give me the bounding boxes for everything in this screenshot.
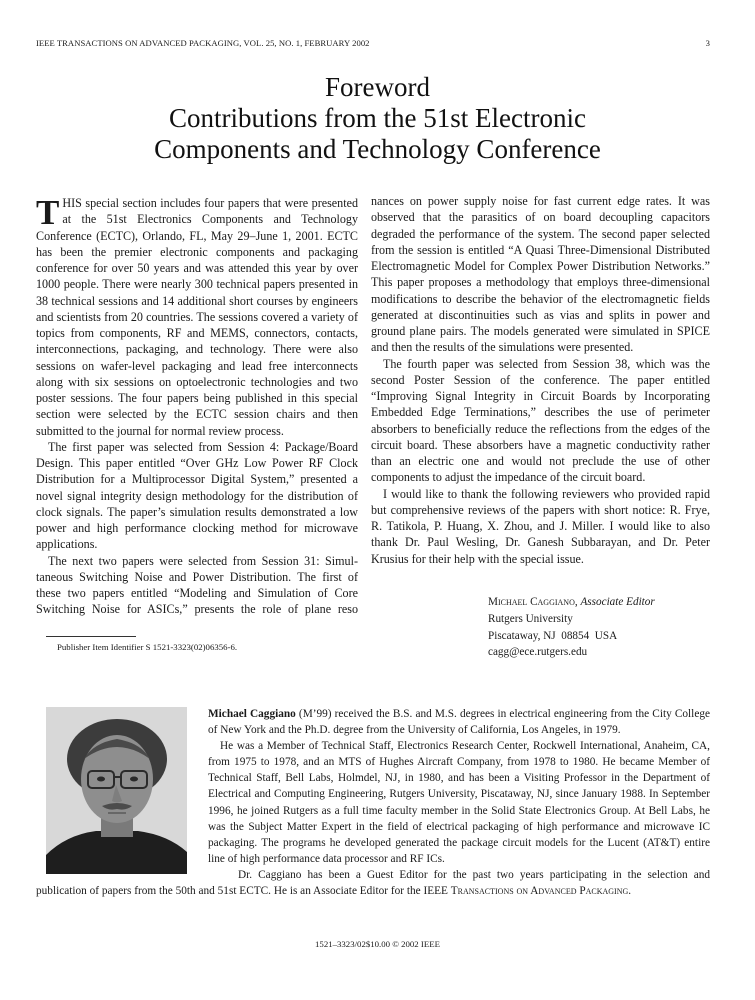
paragraph-first-paper: The first paper was selected from Session 4: Package/Board Design. This paper entitled “Over GHz Low Power RF Clock Distribution for a Multiprocessor Digital System,” presented a novel signal integrity design methodology for the distribution of clock signals. The paper’s simulation results demonstrated a low power and high performance clocking method for microwave applications. (36, 439, 358, 552)
body-column-right (371, 193, 710, 567)
editor-signature: Michael Caggiano, Associate Editor Rutgers University Piscataway, NJ 08854 USA cagg@ece.rutgers.edu (488, 594, 655, 661)
paragraph-fourth-paper: The fourth paper was selected from Session 38, which was the second Poster Session of the conference. The paper entitled “Improving Signal Integrity in Circuit Boards by Incorporating Embedded Edge Terminations,” describes the use of perimeter absorbers to beneficially reduce the reflections from the edges of the circuit board. These absorbers have a magnetic conductivity rather than an electric one and would not preclude the use of other components to adjust the impedance of the circuit board. (371, 356, 710, 485)
body-column-left (36, 195, 358, 618)
journal-name: IEEE TRANSACTIONS ON ADVANCED PACKAGING, VOL. 25, NO. 1, FEBRUARY 2002 (36, 38, 370, 48)
paragraph-acknowledgments: I would like to thank the following reviewers who provided rapid but comprehensive reviews of the papers with short notice: R. Frye, R. Tatikola, P. Huang, X. Zhou, and J. Miller. I would like to also thank Dr. Paul Wesling, Dr. Ganesh Subbarayan, and Dr. Peter Krusius for their help with the special issue. (371, 486, 710, 566)
editor-affiliation: Rutgers University (488, 612, 573, 625)
lead-caps: HIS (62, 196, 82, 210)
running-header (36, 38, 710, 48)
bio-author-name: Michael Caggiano (208, 708, 296, 720)
bio-editor-text: Dr. Caggiano has been a Guest Editor for the past two years participating in the selection and publication of papers from the 50th and 51st ECTC. He is an Associate Editor for the IEEE (36, 868, 710, 898)
editor-name: Michael Caggiano (488, 596, 575, 608)
title-line-foreword: Foreword (325, 72, 430, 102)
bio-education-text: (M’99) received the B.S. and M.S. degrees in electrical engineering from the City College of New York and the Ph.D. degree from the University of California, Los Angeles, in 1979. (208, 708, 710, 737)
title-line-2: Contributions from the 51st Electronic (169, 103, 586, 133)
dropcap: T (36, 193, 60, 232)
paragraph-session-31: The next two papers were selected from Session 31: Simultaneous Switching Noise and Power Distribution. The first of these two papers entitled “Modeling and Simulation of Core Switching Noise for ASICs,” presents the role of plane reso (36, 553, 358, 617)
editor-email[interactable]: cagg@ece.rutgers.edu (488, 646, 588, 659)
bio-editor-end: . (628, 885, 632, 898)
page-number: 3 (705, 38, 710, 48)
photo-spacer (36, 706, 208, 867)
bio-paragraph-editor (36, 867, 710, 899)
title-line-3: Components and Technology Conference (154, 134, 601, 164)
author-biography (36, 706, 710, 899)
copyright-footer: 1521–3323/02$10.00 © 2002 IEEE (315, 939, 440, 949)
editor-address: Piscataway, NJ 08854 USA (488, 629, 618, 642)
paragraph-intro (36, 195, 358, 439)
article-title (0, 72, 755, 165)
bio-paragraph-career: He was a Member of Technical Staff, Electronics Research Center, Rockwell International, Anaheim, CA, from 1975 to 1978, and an MTS of Hughes Aircraft Company, from 1978 to 1980. He became Member of Technical Staff, Bell Labs, Holmdel, NJ, in 1980, and has been a Visiting Professor in the Department of Electrical and Computing Engineering, Rutgers University, Piscataway, NJ, since January 1988. In September 1996, he joined Rutgers as a full time faculty member in the Solid State Electronics Group. At Bell Labs, he was the Subject Matter Expert in the field of electrical packaging of high performance and microwave IC packaging. The programs he developed generated the package circuit models for the Lucent (AT&T) entire line of high performance data processor and RF ICs. (208, 740, 710, 865)
paragraph-session-31-cont: nances on power supply noise for fast current edge rates. It was observed that the parasitics of on board decoupling capacitors degraded the performance of the system. The second paper selected from the session is entitled “A Quasi Three-Dimensional Distributed Electromagnetic Model for Complex Power Distribution Networks.” This paper proposes a methodology that employs three-dimensional modifications to describe the behavior of the electromagnetic fields generated at discontinuities such as vias and splits in power and ground plane pairs. The models generated were simulated in SPICE and then the results of the simulations were presented. (371, 194, 710, 355)
bio-journal-name: Transactions on Advanced Packaging (450, 885, 629, 898)
editor-role: Associate Editor (580, 596, 655, 608)
footnote-divider (46, 636, 136, 637)
paragraph-intro-text: special section includes four papers that were presented at the 51st Electronics Components and Technology Conference (ECTC), Orlando, FL, May 29–June 1, 2001. ECTC has been the premier electronic components and packaging conference for over 50 years and was attended this year by over 1000 people. There were nearly 300 technical papers presented in 38 technical sessions and 14 additional short courses by engineers and scientists from 20 countries. The sessions covered a variety of topics from components, RF and MEMS, connectors, contacts, interconnections, packaging, and technology. There were also sessions on wafer-level packaging and lead free interconnects along with six sessions on optoelectronic technologies and two poster sessions. The four papers being published in this special section were selected by the ECTC session chairs and then submitted to the journal for normal review process. (36, 196, 358, 438)
footnote: Publisher Item Identifier S 1521-3323(02)06356-6. (57, 642, 238, 652)
